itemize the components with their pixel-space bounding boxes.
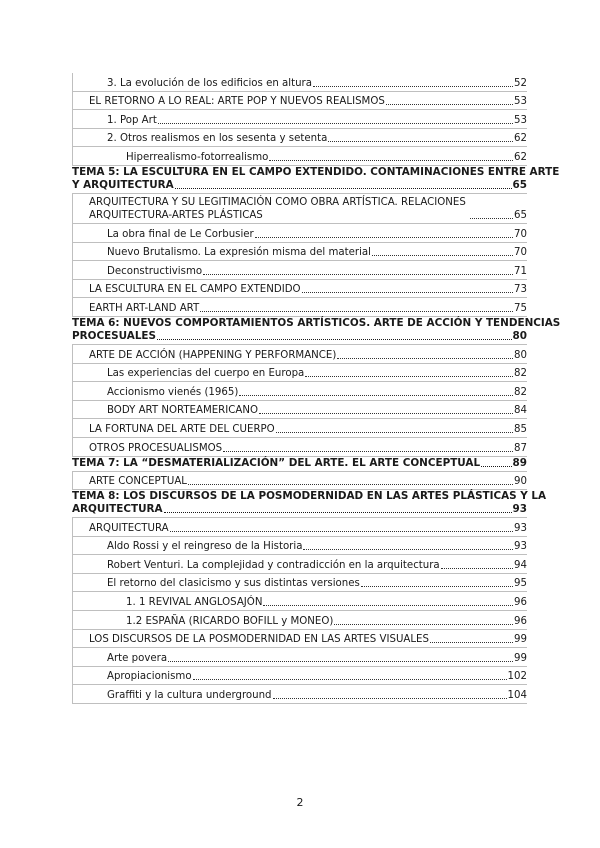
toc-entry-page: 82 bbox=[514, 368, 527, 380]
leader-dots bbox=[269, 160, 513, 161]
toc-entry[interactable] bbox=[72, 364, 527, 383]
toc-chapter-heading[interactable] bbox=[72, 490, 547, 518]
toc-entry[interactable] bbox=[72, 298, 527, 317]
leader-dots bbox=[200, 311, 513, 312]
leader-dots bbox=[430, 642, 513, 643]
toc-entry-page: 104 bbox=[507, 690, 527, 702]
toc-entry-label: EARTH ART-LAND ART bbox=[89, 302, 200, 314]
toc-entry-label: 1. Pop Art bbox=[107, 114, 157, 126]
toc-entry[interactable] bbox=[72, 592, 527, 611]
toc-chapter-title: TEMA 6: NUEVOS COMPORTAMIENTOS ARTÍSTICOS. ARTE DE ACCIÓN Y TENDENCIAS bbox=[72, 316, 561, 329]
toc-entry[interactable] bbox=[72, 630, 527, 649]
toc-entry[interactable] bbox=[72, 401, 527, 420]
toc-entry-label: LA FORTUNA DEL ARTE DEL CUERPO bbox=[89, 423, 275, 435]
toc-entry-page: 75 bbox=[514, 302, 527, 314]
toc-entry-page: 84 bbox=[514, 405, 527, 417]
leader-dots bbox=[305, 376, 513, 377]
toc-entry-page: 96 bbox=[514, 615, 527, 627]
toc-chapter-heading[interactable] bbox=[72, 316, 561, 345]
toc-entry-label: Accionismo vienés (1965) bbox=[107, 386, 239, 398]
toc-entry-page: 96 bbox=[514, 597, 527, 609]
leader-dots bbox=[259, 413, 513, 414]
toc-entry[interactable] bbox=[72, 261, 527, 280]
leader-dots bbox=[273, 698, 507, 699]
toc-entry-label: Aldo Rossi y el reingreso de la Historia bbox=[107, 541, 303, 553]
leader-dots bbox=[188, 484, 513, 485]
toc-entry-label: 3. La evolución de los edificios en altura bbox=[107, 77, 312, 89]
leader-dots bbox=[193, 679, 507, 680]
toc-entry[interactable] bbox=[72, 224, 527, 243]
toc-entry[interactable] bbox=[72, 438, 527, 457]
toc-chapter-heading[interactable] bbox=[72, 457, 527, 472]
leader-dots bbox=[386, 104, 513, 105]
leader-dots bbox=[328, 141, 513, 142]
toc-entry[interactable] bbox=[72, 147, 527, 166]
toc-entry-label: Nuevo Brutalismo. La expresión misma del material bbox=[107, 247, 371, 259]
toc-entry-page: 102 bbox=[507, 671, 527, 683]
leader-dots bbox=[164, 512, 512, 513]
table-of-contents bbox=[72, 73, 561, 704]
leader-dots bbox=[361, 586, 513, 587]
toc-entry-label: ARTE DE ACCIÓN (HAPPENING Y PERFORMANCE) bbox=[89, 349, 337, 361]
toc-entry[interactable] bbox=[72, 419, 527, 438]
leader-dots bbox=[158, 123, 513, 124]
toc-chapter-title: TEMA 5: LA ESCULTURA EN EL CAMPO EXTENDIDO. CONTAMINACIONES ENTRE ARTE bbox=[72, 165, 560, 178]
toc-entry-label: 1.2 ESPAÑA (RICARDO BOFILL y MONEO) bbox=[126, 615, 334, 627]
toc-entry[interactable] bbox=[72, 555, 527, 574]
leader-dots bbox=[203, 274, 513, 275]
toc-entry-page: 52 bbox=[514, 77, 527, 89]
toc-chapter-page: 80 bbox=[512, 329, 527, 342]
toc-entry-page: 73 bbox=[514, 284, 527, 296]
toc-entry-page: 70 bbox=[514, 228, 527, 240]
leader-dots bbox=[168, 661, 513, 662]
leader-dots bbox=[223, 451, 513, 452]
toc-entry-page: 70 bbox=[514, 247, 527, 259]
toc-chapter-page: 93 bbox=[512, 503, 527, 516]
toc-entry-label: 1. 1 REVIVAL ANGLOSAJÓN bbox=[126, 597, 263, 609]
toc-entry-page: 82 bbox=[514, 386, 527, 398]
toc-chapter-title: TEMA 7: LA “DESMATERIALIZACIÓN” DEL ARTE. EL ARTE CONCEPTUAL bbox=[72, 456, 481, 469]
toc-entry-label: Robert Venturi. La complejidad y contradicción en la arquitectura bbox=[107, 559, 440, 571]
toc-chapter-title: TEMA 8: LOS DISCURSOS DE LA POSMODERNIDAD EN LAS ARTES PLÁSTICAS Y LA bbox=[72, 490, 547, 503]
toc-entry-label: EL RETORNO A LO REAL: ARTE POP Y NUEVOS REALISMOS bbox=[89, 96, 385, 108]
toc-chapter-heading[interactable] bbox=[72, 165, 560, 194]
leader-dots bbox=[170, 531, 513, 532]
toc-entry-label: ARQUITECTURA bbox=[89, 522, 169, 534]
toc-entry[interactable] bbox=[72, 73, 527, 92]
toc-entry-label: LA ESCULTURA EN EL CAMPO EXTENDIDO bbox=[89, 284, 301, 296]
toc-entry-page: 90 bbox=[514, 476, 527, 488]
toc-entry-label: El retorno del clasicismo y sus distintas versiones bbox=[107, 578, 360, 590]
toc-entry-label: Graffiti y la cultura underground bbox=[107, 690, 272, 702]
toc-entry-page: 87 bbox=[514, 442, 527, 454]
toc-entry-label: ARQUITECTURA Y SU LEGITIMACIÓN COMO OBRA ARTÍSTICA. RELACIONES ARQUITECTURA-ARTES PLÁSTICAS bbox=[89, 196, 466, 221]
toc-entry-label: Apropiacionismo bbox=[107, 671, 192, 683]
leader-dots bbox=[303, 549, 513, 550]
toc-entry-page: 71 bbox=[514, 265, 527, 277]
leader-dots bbox=[313, 86, 513, 87]
leader-dots bbox=[157, 339, 512, 340]
toc-entry-page: 53 bbox=[514, 114, 527, 126]
leader-dots bbox=[372, 255, 513, 256]
toc-entry-page: 85 bbox=[514, 423, 527, 435]
leader-dots bbox=[239, 395, 513, 396]
toc-entry[interactable] bbox=[72, 129, 527, 148]
toc-chapter-title-cont: Y ARQUITECTURA bbox=[72, 178, 174, 191]
toc-entry-label: Hiperrealismo-fotorrealismo bbox=[126, 151, 269, 163]
toc-entry-page: 62 bbox=[514, 133, 527, 145]
leader-dots bbox=[481, 466, 511, 467]
toc-entry-page: 94 bbox=[514, 559, 527, 571]
toc-entry[interactable] bbox=[72, 382, 527, 401]
toc-entry[interactable] bbox=[72, 611, 527, 630]
toc-entry-page: 65 bbox=[514, 209, 527, 221]
leader-dots bbox=[175, 188, 512, 189]
toc-entry-page: 99 bbox=[514, 652, 527, 664]
toc-entry-label: Arte povera bbox=[107, 652, 168, 664]
leader-dots bbox=[302, 292, 513, 293]
toc-entry-label: La obra final de Le Corbusier bbox=[107, 228, 254, 240]
toc-entry[interactable] bbox=[72, 92, 527, 111]
toc-entry[interactable] bbox=[72, 345, 527, 364]
leader-dots bbox=[334, 624, 513, 625]
toc-entry-label: BODY ART NORTEAMERICANO bbox=[107, 405, 258, 417]
toc-entry-label: LOS DISCURSOS DE LA POSMODERNIDAD EN LAS ARTES VISUALES bbox=[89, 634, 429, 646]
toc-entry-label: Deconstructivismo bbox=[107, 265, 203, 277]
toc-entry-label: ARTE CONCEPTUAL bbox=[89, 476, 187, 488]
toc-entry[interactable] bbox=[72, 667, 527, 686]
leader-dots bbox=[263, 605, 513, 606]
toc-entry[interactable] bbox=[72, 685, 527, 704]
toc-entry[interactable] bbox=[72, 537, 527, 556]
toc-entry-page: 62 bbox=[514, 151, 527, 163]
toc-entry[interactable] bbox=[72, 518, 527, 537]
toc-chapter-title-cont: ARQUITECTURA bbox=[72, 503, 163, 516]
toc-entry-page: 80 bbox=[514, 349, 527, 361]
leader-dots bbox=[337, 358, 513, 359]
leader-dots bbox=[255, 237, 513, 238]
toc-entry-page: 93 bbox=[514, 522, 527, 534]
page-number: 2 bbox=[296, 796, 304, 809]
toc-entry-page: 99 bbox=[514, 634, 527, 646]
leader-dots bbox=[276, 432, 513, 433]
toc-entry-label: 2. Otros realismos en los sesenta y setenta bbox=[107, 133, 328, 145]
toc-entry[interactable] bbox=[72, 574, 527, 593]
toc-entry[interactable] bbox=[72, 194, 527, 224]
toc-entry[interactable] bbox=[72, 110, 527, 129]
toc-entry-page: 95 bbox=[514, 578, 527, 590]
toc-entry-page: 53 bbox=[514, 96, 527, 108]
toc-entry-label: Las experiencias del cuerpo en Europa bbox=[107, 368, 305, 380]
toc-entry[interactable] bbox=[72, 280, 527, 299]
toc-entry[interactable] bbox=[72, 243, 527, 262]
toc-chapter-page: 89 bbox=[512, 456, 527, 469]
leader-dots bbox=[441, 568, 513, 569]
toc-chapter-title-cont: PROCESUALES bbox=[72, 329, 157, 342]
toc-entry-page: 93 bbox=[514, 541, 527, 553]
toc-entry[interactable] bbox=[72, 472, 527, 491]
leader-dots bbox=[470, 218, 513, 219]
toc-entry[interactable] bbox=[72, 648, 527, 667]
toc-chapter-page: 65 bbox=[512, 178, 527, 191]
toc-entry-label: OTROS PROCESUALISMOS bbox=[89, 442, 223, 454]
